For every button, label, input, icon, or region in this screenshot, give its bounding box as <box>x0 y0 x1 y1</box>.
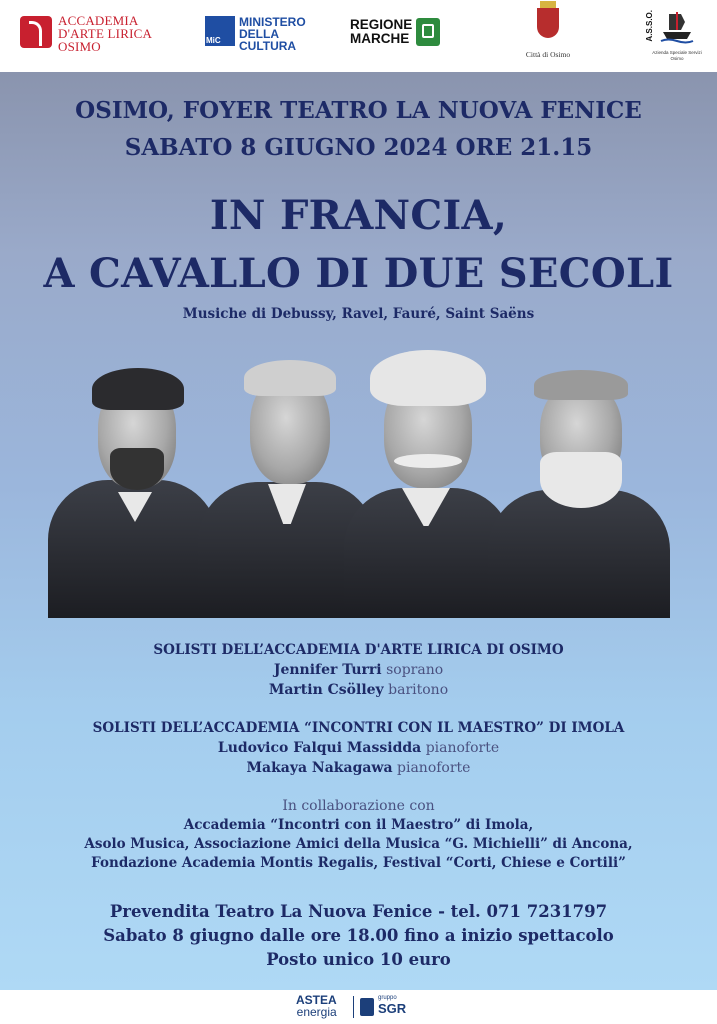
ministero-logo <box>205 14 315 54</box>
portrait-debussy <box>48 360 218 618</box>
portrait-saint-saens <box>488 364 670 618</box>
title-line-1: IN FRANCIA, <box>209 192 508 239</box>
regione-logo-text: REGIONE MARCHE <box>350 17 413 46</box>
astea-logo: ASTEA energia <box>296 993 337 1019</box>
asso-logo: A.S.S.O. Azienda Speciale Servizi Osimo <box>645 10 702 61</box>
performer-name: Ludovico Falqui Massidda <box>217 740 422 756</box>
performer-name: Martin Csölley <box>268 682 384 698</box>
group2-heading: SOLISTI DELL’ACCADEMIA “INCONTRI CON IL MAESTRO” DI IMOLA <box>92 720 625 736</box>
collaboration-line: Fondazione Academia Montis Regalis, Festival “Corti, Chiese e Cortili” <box>91 855 626 871</box>
ticket-price: Posto unico 10 euro <box>266 950 451 969</box>
ministero-logo-text: MINISTERO DELLA CULTURA <box>239 15 306 53</box>
performer-role: pianoforte <box>425 740 500 756</box>
ticket-info: Prevendita Teatro La Nuova Fenice - tel. 071 7231797 <box>109 902 608 921</box>
osimo-crest-icon <box>537 8 559 38</box>
program-subtitle: Musiche di Debussy, Ravel, Fauré, Saint Saëns <box>182 306 535 322</box>
sgr-mark-icon <box>360 998 374 1016</box>
collaboration-line: Asolo Musica, Associazione Amici della Musica “G. Michielli” di Ancona, <box>84 836 633 852</box>
title-line-2: A CAVALLO DI DUE SECOLI <box>43 250 674 297</box>
performer-role: baritono <box>388 682 449 698</box>
performer-row <box>0 662 717 678</box>
accademia-mark-icon <box>20 16 52 48</box>
collaboration-intro: In collaborazione con <box>282 798 435 814</box>
performer-role: soprano <box>386 662 444 678</box>
sponsor-header <box>0 0 717 72</box>
event-date: SABATO 8 GIUGNO 2024 ORE 21.15 <box>124 134 593 161</box>
regione-mark-icon <box>416 18 440 46</box>
collaboration-line: Accademia “Incontri con il Maestro” di Imola, <box>183 817 534 833</box>
group1-heading: SOLISTI DELL’ACCADEMIA D'ARTE LIRICA DI OSIMO <box>153 642 564 658</box>
performer-row <box>0 740 717 756</box>
ship-icon <box>659 8 695 44</box>
accademia-logo-text: ACCADEMIA D'ARTE LIRICA OSIMO <box>58 13 153 54</box>
footer-divider <box>353 996 354 1018</box>
composers-photo <box>48 350 670 618</box>
portrait-faure <box>344 350 512 618</box>
performer-row <box>0 760 717 776</box>
performer-role: pianoforte <box>397 760 471 776</box>
citta-di-osimo-logo: Città di Osimo <box>522 8 574 66</box>
regione-marche-logo <box>350 16 445 50</box>
performer-name: Jennifer Turri <box>273 662 382 678</box>
sgr-logo: gruppo SGR <box>378 995 407 1016</box>
sponsor-footer <box>0 990 717 1024</box>
poster-body <box>0 72 717 990</box>
ticket-hours: Sabato 8 giugno dalle ore 18.00 fino a inizio spettacolo <box>103 926 614 945</box>
ministero-mark-icon: MiC <box>205 16 235 46</box>
accademia-logo <box>20 14 180 54</box>
performer-name: Makaya Nakagawa <box>246 760 393 776</box>
performer-row <box>0 682 717 698</box>
event-location: OSIMO, FOYER TEATRO LA NUOVA FENICE <box>75 97 642 124</box>
